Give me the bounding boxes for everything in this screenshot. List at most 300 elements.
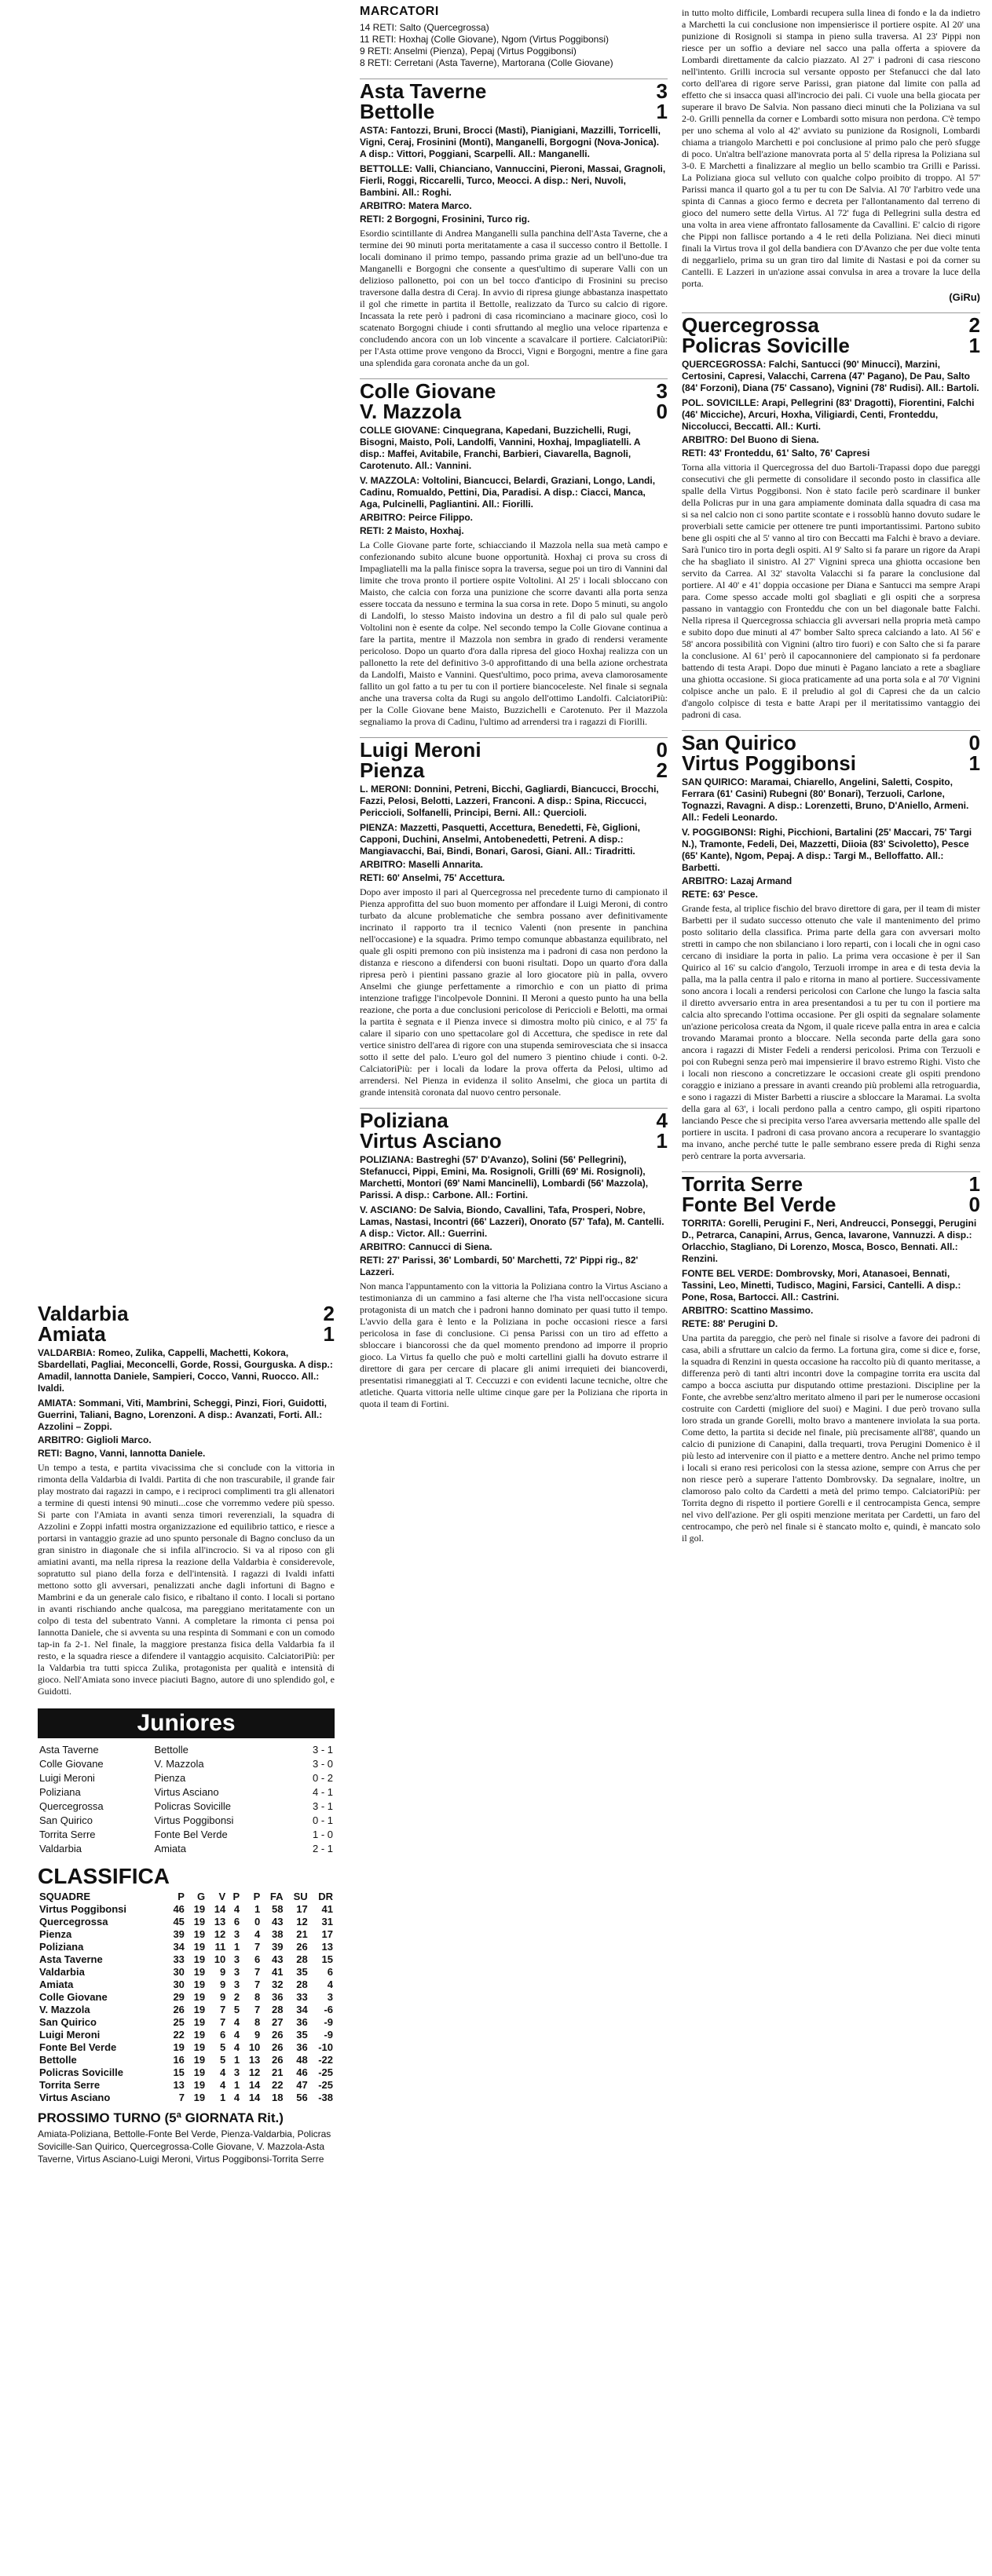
standings-row [38, 2054, 335, 2066]
standings-cell: 8 [254, 2016, 261, 2028]
match-report-text: La Colle Giovane parte forte, schiacciando il Mazzola nella sua metà campo e confezionando subito alcune buone opportunità. Hoxhaj ci prova su cross di Impagliatelli ma la palla finisce sopra la traversa, segue poi un tiro di Vannini dal limite che trova pronto il portiere ospite Voltolini. Al 25' i locali sbloccano con Maisto, che calcia con forza una punizione che scorre davanti alla porta senza essere toccata da nessuno e termina la sua corsa in rete. Dopo 5 minuti, su angolo di Landolfi, lo stesso Maisto indovina un destro a fil di palo sul quale però Voltolini non è esente da colpe. Nel secondo tempo la Colle Giovane continua a fare la partita, mentre il Mazzola non sembra in grado di rendersi veramente pericoloso. Dopo un quarto d'ora dalla ripresa del gioco Hoxhaj realizza con un pallonetto la rete del definitivo 3-0 approfittando di una bella azione orchestrata da Landolfi, Maisto e Vannini. Quest'ultimo, poco prima, aveva clamorosamente fallito un gol fatto a tu per tu con il portiere biancoceleste. Nel finale si segnala anche una traversa colta da Rugi su angolo dell'ottimo Landolfi. CalciatoriPiù: per la Colle Giovane bene Maisto, Buzzichelli e Carotenuto. Per il Mazzola segnaliamo la prova di Cadinu, l'ultimo ad arrendersi tra i ragazzi di Fiorilli. [360, 539, 668, 727]
match-reports-right [682, 312, 980, 1544]
standings-cell: 7 [254, 1941, 261, 1953]
lineup-away: POL. SOVICILLE: Arapi, Pellegrini (83' Dragotti), Fiorentini, Falchi (46' Micciche), Arcuri, Hoxha, Viligiardi, Centi, Fronteddu, Niccolucci, Beccatti. All.: Kurti. [682, 397, 975, 432]
team-score: 2 [968, 313, 980, 337]
standings-cell: Virtus Poggibonsi [39, 1903, 126, 1915]
goals-line: RETE: 88' Perugini D. [682, 1318, 778, 1329]
standings-cell: 4 [233, 2016, 240, 2028]
goals-line: RETI: 27' Parissi, 36' Lombardi, 50' Marchetti, 72' Pippi rig., 82' Lazzeri. [360, 1255, 639, 1277]
standings-cell: 1 [233, 2054, 240, 2066]
result-home: Asta Taverne [39, 1744, 99, 1756]
standings-cell: 14 [248, 2079, 261, 2091]
standings-cell: Colle Giovane [39, 1991, 108, 2003]
standings-cell: 4 [233, 2029, 240, 2041]
team-row-away [38, 1324, 335, 1344]
team-name: Policras Sovicille [682, 334, 850, 357]
standings-header-cell: SU [293, 1891, 308, 1902]
result-home: Colle Giovane [39, 1758, 104, 1770]
scorers-box [360, 5, 668, 69]
standings-cell: 19 [193, 1916, 206, 1927]
standings-cell: 19 [193, 2004, 206, 2015]
standings-cell: 4 [233, 2092, 240, 2103]
standings-cell: 21 [272, 2066, 284, 2078]
standings-cell: 13 [321, 1941, 333, 1953]
standings-header-cell: V [218, 1891, 226, 1902]
standings-cell: Bettolle [39, 2054, 77, 2066]
standings-cell: 7 [254, 2004, 261, 2015]
standings-cell: 19 [193, 1903, 206, 1915]
result-row [38, 1842, 335, 1856]
standings-cell: 28 [272, 2004, 284, 2015]
lineup-away: FONTE BEL VERDE: Dombrovsky, Mori, Atanasoei, Bennati, Tassini, Leo, Minetti, Tudisco, Magini, Farsici, Cantelli. A disp.: Pone, Rosa, Bartocci. All.: Castrini. [682, 1268, 961, 1303]
standings-cell: 3 [327, 1991, 333, 2003]
standings-cell: 46 [173, 1903, 185, 1915]
result-home: Valdarbia [39, 1843, 82, 1854]
scorers-label: MARCATORI [360, 5, 439, 18]
team-row-away [360, 760, 668, 780]
standings-cell: 19 [193, 2029, 206, 2041]
standings-cell: 19 [173, 2041, 185, 2053]
standings-cell: 19 [193, 2041, 206, 2053]
team-row-home [682, 1174, 980, 1194]
standings-cell: 7 [219, 2016, 226, 2028]
team-row-home [360, 81, 668, 101]
standings-cell: 19 [193, 1979, 206, 1990]
team-row-away [360, 401, 668, 422]
goals-line: RETI: 60' Anselmi, 75' Accettura. [360, 872, 505, 883]
standings-cell: 4 [233, 1903, 240, 1915]
match-report-text: Grande festa, al triplice fischio del bravo direttore di gara, per il team di mister Barbetti per il sudato successo ottenuto che vale il mantenimento del primo posto solitario della classifica. Prima parte della gara con avversari molto stretti in campo che non sbilanciano i loro reparti, con i locali che in ogni caso cercano di insidiare la porta in palio. La prima vera occasione è per il San Quirico al 16' su calcio d'angolo, Terzuoli irrompe in area e di testa devia la palla, ma la palla centra il palo e ritorna in mano al portiere. Successivamente sono ancora i locali a rendersi pericolosi con Carlone che lungo la fascia salta il diretto avversario entra in area presentandosi a tu per tu con il portiere ma calcia alto sprecando l'ottima occasione. Per gli ospiti da segnalare solamente un'azione pericolosa creata da Ngom, il quale riceve palla entra in area e calcia trovando Maramai pronto a bloccare. Nella seconda parte della gara sono ancora i ragazzi di Mister Fedeli a rendersi pericolosi. Prima con Terzuoli e poi con Rubegni senza però mai impensierire il bravo estremo Righi. Visto che i locali non riescono a concretizzare le occasioni create gli ospiti prendono coraggio e iniziano a pressare in avanti creando più problemi alla retroguardia, e sono i ragazzi di Mister Barbetti a riuscire a sbloccare la Maramai. La svolta della gara al 63', i locali perdono palla a centro campo, gli ospiti ripartono lanciando Pesce che si precipita verso l'area avversaria mettendo alle spalle del portiere in uscita. I padroni di casa provano ancora a recuperare lo svantaggio ma invano, anche perché tutte le palle sembrano essere preda di Righi senza però centrare la porta avversaria. [682, 903, 980, 1161]
referee-line: ARBITRO: Cannucci di Siena. [360, 1241, 492, 1252]
standings-cell: 3 [233, 1966, 240, 1978]
standings-cell: 33 [173, 1953, 185, 1965]
standings-cell: 6 [254, 1953, 261, 1965]
result-home: Luigi Meroni [39, 1772, 95, 1784]
standings-cell: Torrita Serre [39, 2079, 101, 2091]
scorer-line: 14 RETI: Salto (Quercegrossa) [360, 22, 489, 33]
team-score: 1 [968, 334, 980, 357]
standings-cell: 0 [254, 1916, 261, 1927]
referee-line: ARBITRO: Scattino Massimo. [682, 1305, 814, 1316]
standings-cell: 26 [272, 2041, 284, 2053]
standings-cell: 1 [233, 2079, 240, 2091]
standings-cell: 39 [272, 1941, 284, 1953]
standings-cell: -25 [318, 2066, 333, 2078]
standings-cell: 14 [248, 2092, 261, 2103]
standings-cell: 29 [173, 1991, 185, 2003]
standings-cell: 13 [214, 1916, 226, 1927]
standings-cell: 13 [248, 2054, 261, 2066]
match-report [682, 730, 980, 1162]
standings-cell: 9 [254, 2029, 261, 2041]
standings-cell: Virtus Asciano [39, 2092, 111, 2103]
standings-cell: -10 [318, 2041, 333, 2053]
referee-line: ARBITRO: Lazaj Armand [682, 875, 793, 886]
standings-cell: 35 [296, 1966, 308, 1978]
juniores-banner: Juniores [38, 1708, 335, 1738]
standings-cell: 12 [214, 1928, 226, 1940]
standings-cell: 19 [193, 1966, 206, 1978]
team-score: 1 [656, 1129, 668, 1153]
standings-header-cell: SQUADRE [39, 1891, 91, 1902]
team-score: 3 [656, 379, 668, 403]
standings-cell: 7 [254, 1966, 261, 1978]
match-reports-middle [360, 79, 668, 1410]
standings-cell: 27 [272, 2016, 284, 2028]
match-report-text: Una partita da pareggio, che però nel finale si risolve a favore dei padroni di casa, abili a sfruttare un calcio da fermo. La fortuna gira, come si dice e, forse, la squadra di Renzini in questa occasione ha raccolto più di quanto meritasse, a differenza però di tanti altri incontri dove la compagine torrita era uscita dal campo a bocca asciutta pur disputando ottime prestazioni. Discipline per la Fonte, che avrebbe senz'altro meritato almeno il pari per le numerose occasioni costruite con Cardetti (migliore del suoi) e Magini. I due però trovano sulla loro strada un grande Gorelli, molto bravo a mantenere inviolata la sua porta. Come detto, la partita si decide nel finale, più precisamente all'88', quando un calcio di punizione di Canapini, dalla trequarti, trova Perugini Domenico è il più lesto ad intervenire con il piatto e a mettere dentro. Anche nel primo tempo i locali si erano resi pericolosi con la stessa azione, sempre con Arrus che per non riesce però a superare l'attento Dombrovsky. Da segnalare, inoltre, un clamoroso palo colto da Cardetti a metà del primo tempo. CalciatoriPiù: per Torrita degno di rispetto il portiere Gorelli e il centrocampista Genca, sempre nel vivo dell'azione. Per gli ospiti menzione meritata per Cardetti, un faro del centrocampo, che però nel finale si è stancato molto e, quindi, è mancato solo il gol. [682, 1332, 981, 1544]
standings-cell: 35 [296, 2029, 308, 2041]
lineup-away: V. MAZZOLA: Voltolini, Biancucci, Belardi, Graziani, Longo, Landi, Cadinu, Romualdo, Pettini, Dia, Paradisi. A disp.: Ciacci, Manca, Aga, Pulcinelli, Pagliantini. All.: Fiorilli. [360, 475, 656, 510]
standings-cell: 4 [254, 1928, 261, 1940]
standings-cell: 19 [193, 2054, 206, 2066]
match-report [360, 737, 668, 1098]
team-name: Quercegrossa [682, 313, 819, 337]
standings-row [38, 1928, 335, 1941]
lineup-home: SAN QUIRICO: Maramai, Chiarello, Angelini, Saletti, Cospito, Ferrara (61' Casini) Rubegni (80' Bonari), Terzuoli, Carlone, Tognazzi, Ravagni. A disp.: Lorenzetti, Bruno, D'Aniello, Armeni. All.: Fedeli Leonardo. [682, 776, 969, 823]
standings-cell: 28 [296, 1953, 308, 1965]
team-score: 3 [656, 79, 668, 103]
standings-cell: 3 [233, 1928, 240, 1940]
standings-row [38, 1979, 335, 1991]
results-table [38, 1743, 335, 1856]
standings-cell: 26 [296, 1941, 308, 1953]
standings-cell: 8 [254, 1991, 261, 2003]
match-report-text: Torna alla vittoria il Quercegrossa del duo Bartoli-Trapassi dopo due pareggi consecutivi che gli permette di consolidare il secondo posto in classifica alle spalle della Virtus Poggibonsi. Non è stato facile però scardinare il bunker della Policras pur in una gara ampiamente dominata dalla squadra di casa ma si sa nel calcio non ci sono partite scontate e i rossoblù hanno dovuto sudare le proverbiali sette camicie per ottenere tre punti importantissimi. Partono subito bene gli ospiti che al 5' vanno al tiro con Beccatti ma Falchi è bravo a deviare. Sarà l'unico tiro in porta degli ospiti. Al 9' Salto si fa parare un rigore da Arapi che ha sbagliato il sinistro. Al 27' Vignini spreca una ghiotta occasione ben servito da Carrea. Al 32' stavolta Valacchi si fa parare la conclusione dal portiere. Al 40' e 41' doppia occasione per Diana e Santucci ma sempre Arapi para. Come spesso accade molti gol sbagliati e gli ospiti che a sorpresa passano in vantaggio con Fronteddu che con un bel diagonale batte Falchi. Nella ripresa il Quercegrossa schiaccia gli avversari nella propria metà campo e subito dopo due minuti al 47' bomber Salto spreca calciando a lato. Al 56' e 58' ancora possibilità con Vignini (altro tiro fuori) e con Salto che si fa parare la conclusione. Al 61' però il capocannoniere del campionato si fa perdonare battendo di testa Arapi. Dopo due minuti è Pagano lanciato a rete a sbagliare una ghiotta occasione. Si gioca praticamente ad una porta sola e al 70' Vignini colpisce anche un palo. E il preludio al gol di Capresi che da un calcio d'angolo colpisce di testa e batte Arapi per il meritatissimo vantaggio dei padroni di casa. [682, 462, 980, 720]
standings-header-cell: P [232, 1891, 240, 1902]
standings-row [38, 2079, 335, 2092]
standings-cell: 47 [296, 2079, 308, 2091]
standings-cell: Luigi Meroni [39, 2029, 101, 2041]
team-name: Pienza [360, 758, 425, 782]
standings-cell: 6 [219, 2029, 226, 2041]
team-row-home [360, 740, 668, 760]
team-row-home [360, 381, 668, 401]
standings-cell: 7 [219, 2004, 226, 2015]
next-round-title: PROSSIMO TURNO (5ª GIORNATA Rit.) [38, 2110, 284, 2125]
team-name: Virtus Poggibonsi [682, 751, 856, 775]
standings-cell: Policras Sovicille [39, 2066, 123, 2078]
standings-cell: 19 [193, 2092, 206, 2103]
standings-cell: 28 [296, 1979, 308, 1990]
standings-cell: 48 [296, 2054, 308, 2066]
team-score: 1 [656, 100, 668, 123]
scorer-line: 9 RETI: Anselmi (Pienza), Pepaj (Virtus Poggibonsi) [360, 46, 577, 57]
standings-cell: 15 [173, 2066, 185, 2078]
lineup-home: TORRITA: Gorelli, Perugini F., Neri, Andreucci, Ponseggi, Perugini D., Petrarca, Canapini, Arrus, Genca, Iavarone, Vannuzzi. A disp.: Orlacchio, Stagliano, Di Lorenzo, Mosca, Bosco, Bennati. All.: Renzini. [682, 1218, 977, 1264]
standings-header-cell: G [196, 1891, 206, 1902]
standings-cell: 3 [233, 2066, 240, 2078]
team-score: 0 [656, 738, 668, 762]
standings-row [38, 1953, 335, 1966]
match-report-text: Dopo aver imposto il pari al Quercegrossa nel precedente turno di campionato il Pienza approfitta del suo buon momento per affondare il Luigi Meroni, di contro turbato da alcune problematiche che sembra possano aver definitivamente incrinato il rapporto tra il tecnico Valenti (non presente in panchina nell'occasione) e la squadra. Primo tempo comunque abbastanza equilibrato, nel quale gli ospiti premono con più insistenza ma i padroni di casa non perdono la distanza e riescono a difendersi con buoni risultati. Dopo un quarto d'ora dalla ripresa però i pientini passano grazie al loro giocatore più in palla, ovvero Anselmi che giunge perfettamente a rimorchio e con un piatto di prima intenzione trafigge l'incolpevole Donnini. Il Meroni a questo punto ha una bella reazione, che porta a due conclusioni pericolose di Periccioli e Belotti, ma ormai la partita è segnata e il Pienza invece si dimostra molto più cinico, e al 75' fa calare il sipario con uno spettacolare gol di Accettura, che spedisce in rete dal vertice sinistro dell'area di rigore con una stupenda semirovesciata che si insacca sotto il sette del palo. L'euro gol del numero 3 pientino chiude i conti. 0-2. CalciatoriPiù: per i locali da lodare la prova offerta da Pelosi, ultimo ad arrendersi. Nel Pienza in evidenza il solito Anselmi, che gioca un partita di grande intensità coronata dal nuovo centro personale. [360, 886, 668, 1098]
match-report-valdarbia-amiata [38, 1303, 335, 1697]
result-away: Fonte Bel Verde [154, 1829, 228, 1840]
team-name: Torrita Serre [682, 1172, 803, 1196]
referee-line: ARBITRO: Giglioli Marco. [38, 1434, 152, 1445]
lineup-away: V. ASCIANO: De Salvia, Biondo, Cavallini, Tafa, Prosperi, Nobre, Lamas, Nastasi, Incontri (66' Lazzeri), Onorato (57' Tafa), M. Cantelli. A disp.: Victor. All.: Guerrini. [360, 1204, 664, 1239]
result-away: Amiata [154, 1843, 186, 1854]
author-signature: (GiRu) [949, 291, 980, 303]
result-away: Virtus Asciano [154, 1786, 219, 1798]
standings-cell: 19 [193, 2016, 206, 2028]
standings-cell: Quercegrossa [39, 1916, 108, 1927]
standings-cell: 19 [193, 1953, 206, 1965]
team-row-away [682, 335, 980, 356]
standings-row [38, 2066, 335, 2079]
referee-line: ARBITRO: Peirce Filippo. [360, 512, 474, 523]
standings-cell: 36 [272, 1991, 284, 2003]
standings-cell: 16 [173, 2054, 185, 2066]
next-round-fixtures: Amiata-Poliziana, Bettolle-Fonte Bel Verde, Pienza-Valdarbia, Policras Sovicille-San Quirico, Quercegrossa-Colle Giovane, V. Mazzola-Asta Taverne, Virtus Asciano-Luigi Meroni, Virtus Poggibonsi-Torrita Serre [38, 2128, 331, 2165]
standings-cell: 6 [327, 1966, 333, 1978]
standings-cell: 30 [173, 1966, 185, 1978]
result-away: V. Mazzola [154, 1758, 204, 1770]
result-score: 3 - 1 [312, 1744, 333, 1756]
result-row [38, 1785, 335, 1800]
standings-cell: Fonte Bel Verde [39, 2041, 117, 2053]
team-score: 1 [968, 751, 980, 775]
standings-cell: 58 [272, 1903, 284, 1915]
result-row [38, 1800, 335, 1814]
standings-cell: 41 [321, 1903, 333, 1915]
scorer-line: 8 RETI: Cerretani (Asta Taverne), Martorana (Colle Giovane) [360, 57, 613, 68]
goals-line: RETI: 43' Fronteddu, 61' Salto, 76' Capresi [682, 448, 870, 459]
standings-header-row [38, 1891, 335, 1903]
standings-cell: 1 [219, 2092, 226, 2103]
standings-cell: 25 [173, 2016, 185, 2028]
standings-cell: 7 [178, 2092, 185, 2103]
team-row-away [360, 1131, 668, 1151]
result-away: Pienza [154, 1772, 186, 1784]
standings-cell: 4 [219, 2079, 226, 2091]
standings-cell: 19 [193, 2079, 206, 2091]
team-score: 2 [323, 1302, 335, 1325]
standings-header-cell: FA [269, 1891, 284, 1902]
standings-cell: 9 [219, 1979, 226, 1990]
standings-cell: 31 [321, 1916, 333, 1927]
standings-cell: 43 [272, 1953, 284, 1965]
team-name: Luigi Meroni [360, 738, 481, 762]
team-score: 0 [968, 731, 980, 755]
standings-table [38, 1891, 335, 2104]
result-row [38, 1828, 335, 1842]
result-row [38, 1743, 335, 1757]
standings-cell: 7 [254, 1979, 261, 1990]
standings-cell: 19 [193, 2066, 206, 2078]
standings-row [38, 2004, 335, 2016]
result-home: Torrita Serre [39, 1829, 96, 1840]
lineup-home: COLLE GIOVANE: Cinquegrana, Kapedani, Buzzichelli, Rugi, Bisogni, Maisto, Poli, Landolfi, Vannini, Hoxhaj, Impagliatelli. A disp.: Maffei, Avitabile, Franchi, Barbieri, Ciavarella, Bagnoli, Carotenuto. All.: Vannini. [360, 425, 641, 471]
standings-cell: 32 [272, 1979, 284, 1990]
team-name: Colle Giovane [360, 379, 496, 403]
standings-cell: V. Mazzola [39, 2004, 90, 2015]
result-home: Poliziana [39, 1786, 81, 1798]
standings-cell: 10 [248, 2041, 261, 2053]
result-row [38, 1757, 335, 1771]
standings-cell: 30 [173, 1979, 185, 1990]
match-report [682, 1171, 980, 1544]
lineup-away: V. POGGIBONSI: Righi, Picchioni, Bartalini (25' Maccari, 75' Targi N.), Tramonte, Fedeli, Dei, Mazzetti, Diioia (83' Scivoletto), Pesce (65' Kante), Ngom, Pepaj. A disp.: Targi M., Belloffatto. All.: Barbetti. [682, 827, 972, 873]
standings-cell: 33 [296, 1991, 308, 2003]
standings-header-cell: P [253, 1891, 261, 1902]
team-row-home [38, 1303, 335, 1324]
match-report-text: Non manca l'appuntamento con la vittoria la Poliziana contro la Virtus Asciano a testimonianza di un cammino a fasi alterne che l'ha vista nell'occasione sicura protagonista di un match che i padroni hanno dominato per quasi tutto il tempo. L'avvio della gara è lento e la Poliziana in poche occasioni riesce a farsi pericolosa in fase di conclusione. Ci pensa Parissi con un tiro ad effetto a sbloccare i biancorossi che da quel momento prendono ad imporre il proprio gioco. La Virtus fa quello che può e molti cartellini gialli ha dovuto estrarre il direttore di gara per cercare di placare gli animi irrequieti dei biancoverdi, presentatisi rimaneggiati al T. Ceccuzzi e con evidenti lacune tecniche, oltre che atletiche. Quarta vittoria nelle ultime cinque gare per la Poliziana che riporta in quota il team di Fortini. [360, 1281, 668, 1409]
standings-cell: 56 [296, 2092, 308, 2103]
standings-row [38, 2092, 335, 2104]
result-home: Quercegrossa [39, 1800, 104, 1812]
poliziana-report-continued: in tutto molto difficile, Lombardi recupera sulla linea di fondo e la da indietro a Marchetti la cui conclusione non impensierisce il portiere ospite. Al 20' una punizione di Rosignoli si stampa in pieno sulla traversa. Al 23' Pippi non riesce per un soffio a deviare nel sacco una palla offerta a spiovere da Lombardi direttamente da calcio piazzato. Al 27' i padroni di casa riescono nell'intento. Grilli incrocia sul versante opposto per Stefanucci che dal lato corto dell'area di rigore serve Parissi, gran piatone dal limite con palla ad effetto che si insacca quasi all'incrocio dei pali. Ci vuole una bella giocata per superare il bravo De Salvia. Non passano dieci minuti che la Poliziana va sul 2-0. Grilli pennella da corner e Lombardi sotto misura non perdona. C'è tempo per uno schema al volo al 42' avviato su punizione da Rosignoli, Lombardi chiama a triangolo Marchetti e poi conclusione al primo palo che però sfugge di poco. Un'altra bell'azione manovrata porta al 5' della ripresa la Poliziana sul 3-0. E Marchetti a finalizzare al meglio un bello scambio tra Grilli e Parissi. La Poliziana gioca sul velluto con qualche colpo proibito di troppo. Al 57' Parissi manca il quarto gol a tu per tu con De Salvia. Al 70' l'arbitro vede una spinta di Cannas a gioco fermo e decreta per l'allontanamento dal terreno di gioco del numero sette della Virtus. Al 72' fuga di Pellegrini sulla destra ed una volta in area viene affrontato fallosamente da Cavallini. E' calcio di rigore che Pippi non fallisce portando a 4 le reti della Poliziana. Nei dieci minuti finali la Virtus trova il gol della bandiera con D'Avanzo che per due volte tenta di neggarlielo, prima su un gran tiro dal limite di Nastasi e poi da corner su Cantelli. E Lazzeri in un'azione assai convulsa in area a trovare la luce della porta. [682, 7, 980, 289]
team-name: V. Mazzola [360, 400, 462, 423]
match-report [682, 312, 980, 721]
standings-cell: 17 [296, 1903, 308, 1915]
standings-cell: 36 [296, 2016, 308, 2028]
result-away: Virtus Poggibonsi [154, 1814, 234, 1826]
column-right [682, 5, 980, 1544]
lineup-away: AMIATA: Sommani, Viti, Mambrini, Scheggi, Pinzi, Fiori, Guidotti, Guerrini, Taliani, Bagno, Lorenzoni. A disp.: Avanzati, Forti. All.: Azzolini – Zoppi. [38, 1398, 328, 1432]
standings-cell: 34 [173, 1941, 185, 1953]
standings-cell: 3 [233, 1953, 240, 1965]
standings-row [38, 1916, 335, 1928]
result-score: 0 - 2 [312, 1772, 333, 1784]
result-row [38, 1814, 335, 1828]
lineup-away: BETTOLLE: Valli, Chianciano, Vannuccini, Pieroni, Massai, Gragnoli, Fierli, Roggi, Riccarelli, Turco, Meocci. A disp.: Neri, Nuvoli, Bambini. All.: Roghi. [360, 163, 666, 198]
team-row-away [360, 101, 668, 122]
team-name: Poliziana [360, 1109, 448, 1132]
standings-cell: 36 [296, 2041, 308, 2053]
standings-cell: -25 [318, 2079, 333, 2091]
standings-cell: Valdarbia [39, 1966, 85, 1978]
standings-cell: 3 [233, 1979, 240, 1990]
standings-cell: 38 [272, 1928, 284, 1940]
standings-cell: 41 [272, 1966, 284, 1978]
standings-cell: 5 [233, 2004, 240, 2015]
team-score: 4 [656, 1109, 668, 1132]
referee-line: ARBITRO: Matera Marco. [360, 200, 472, 211]
team-row-away [682, 753, 980, 773]
scorer-line: 11 RETI: Hoxhaj (Colle Giovane), Ngom (Virtus Poggibonsi) [360, 34, 609, 45]
standings-cell: 9 [219, 1966, 226, 1978]
lineup-away: PIENZA: Mazzetti, Pasquetti, Accettura, Benedetti, Fè, Giglioni, Capponi, Duchini, Anselmi, Antobenedetti, Petreni. A disp.: Mangiavacchi, Bai, Bindi, Bonari, Garosi, Giani. All.: Tiradritti. [360, 822, 640, 857]
match-report [360, 1108, 668, 1410]
team-score: 1 [968, 1172, 980, 1196]
standings-cell: 19 [193, 1991, 206, 2003]
match-report [360, 79, 668, 369]
team-name: Virtus Asciano [360, 1129, 502, 1153]
result-home: San Quirico [39, 1814, 93, 1826]
standings-cell: 39 [173, 1928, 185, 1940]
result-score: 3 - 0 [312, 1758, 333, 1770]
standings-cell: 15 [321, 1953, 333, 1965]
standings-row [38, 2029, 335, 2041]
team-name: Amiata [38, 1322, 106, 1346]
standings-cell: Pienza [39, 1928, 72, 1940]
standings-row [38, 1966, 335, 1979]
team-row-away [682, 1194, 980, 1215]
standings-cell: 12 [248, 2066, 261, 2078]
standings-cell: 22 [272, 2079, 284, 2091]
result-row [38, 1771, 335, 1785]
standings-cell: 22 [173, 2029, 185, 2041]
standings-cell: 21 [296, 1928, 308, 1940]
standings-cell: 45 [173, 1916, 185, 1927]
team-name: Asta Taverne [360, 79, 487, 103]
standings-cell: 5 [219, 2054, 226, 2066]
standings-cell: 9 [219, 1991, 226, 2003]
team-name: Fonte Bel Verde [682, 1193, 836, 1216]
standings-cell: 19 [193, 1941, 206, 1953]
lineup-home: VALDARBIA: Romeo, Zulika, Cappelli, Machetti, Kokora, Sbardellati, Pagliai, Meconcelli, Gorde, Rossi, Gourguska. A disp.: Amadil, Iannotta Daniele, Sampieri, Cocco, Vanni, Ruocco. All.: Ivaldi. [38, 1347, 333, 1394]
standings-cell: 10 [214, 1953, 226, 1965]
team-score: 1 [323, 1322, 335, 1346]
match-report [360, 378, 668, 728]
standings-cell: 19 [193, 1928, 206, 1940]
standings-cell: San Quirico [39, 2016, 97, 2028]
standings-cell: 43 [272, 1916, 284, 1927]
standings-cell: -38 [318, 2092, 333, 2103]
lineup-home: QUERCEGROSSA: Falchi, Santucci (90' Minucci), Marzini, Certosini, Capresi, Valacchi, Carrena (47' Pagano), De Pau, Salto (84' Forzoni), Diana (75' Cassano), Vignini (78' Rudisi). All.: Bartoli. [682, 359, 979, 393]
standings-cell: -22 [318, 2054, 333, 2066]
team-name: Bettolle [360, 100, 435, 123]
standings-cell: 4 [219, 2066, 226, 2078]
standings-cell: Amiata [39, 1979, 74, 1990]
result-away: Policras Sovicille [154, 1800, 232, 1812]
match-report-text: Un tempo a testa, e partita vivacissima che si conclude con la vittoria in rimonta della Valdarbia di Ivaldi. Partita di che non trascurabile, il grande fair play mostrato dai ragazzi in campo, e i reciproci complimenti tra gli allenatori a termine di questi intensi 90 minuti...cose che vorremmo vedere più spesso. Si parte con l'Amiata in avanti senza timori reverenziali, la squadra di Azzolini e Zoppi infatti mostra organizzazione ed equilibrio tattico, e riesce a portarsi in vantaggio grazie ad uno spunto personale di Bagno concluso da un gran sinistro in diagonale che si infila all'incrocio. Si va al riposo con gli amiatini avanti, ma nella ripresa la reazione della Valdarbia è considerevole, sopratutto sul piano della forza e dell'intensità. I ragazzi di Ivaldi infatti mettono sotto gli avversari, penalizzati anche dagli infortuni di Bagno e Mambrini e da un generale calo fisico, e ribaltano il conto. I locali si portano in avanti rischiando anche qualcosa, ma pareggiano meritatamente con un colpo di testa del subentrato Vanni. A completare la rimonta ci pensa poi Iannotta Daniele, che si avventa su una respinta di Sommani e con un comodo tap-in fa 2-1. Nel finale, la maggiore prestanza fisica della Valdarbia fa il resto, e la squadra riesce a difendere il vantaggio acquisito. CalciatoriPiù: per la Valdarbia tra tutti spicca Zulika, protagonista per qualità e intensità di gioco. Nell'Amiata sono invece piaciuti Bagno, autore di uno splendido gol, e Guidotti. [38, 1462, 335, 1697]
standings-cell: -9 [324, 2029, 333, 2041]
standings-cell: 46 [296, 2066, 308, 2078]
standings-row [38, 2016, 335, 2029]
standings-cell: 14 [214, 1903, 226, 1915]
team-name: Valdarbia [38, 1302, 129, 1325]
team-score: 2 [656, 758, 668, 782]
column-middle [360, 5, 668, 1410]
standings-cell: 4 [327, 1979, 333, 1990]
team-row-home [682, 733, 980, 753]
team-row-home [682, 315, 980, 335]
standings-cell: 12 [296, 1916, 308, 1927]
goals-line: RETI: 2 Maisto, Hoxhaj. [360, 525, 464, 536]
standings-row [38, 2041, 335, 2054]
standings-cell: 26 [272, 2054, 284, 2066]
standings-cell: 18 [272, 2092, 284, 2103]
result-away: Bettolle [154, 1744, 189, 1756]
standings-cell: -6 [324, 2004, 333, 2015]
standings-cell: 5 [219, 2041, 226, 2053]
standings-cell: -9 [324, 2016, 333, 2028]
standings-cell: 17 [321, 1928, 333, 1940]
result-score: 4 - 1 [312, 1786, 333, 1798]
team-score: 0 [968, 1193, 980, 1216]
goals-line: RETE: 63' Pesce. [682, 889, 758, 900]
team-score: 0 [656, 400, 668, 423]
match-report-text: Esordio scintillante di Andrea Manganelli sulla panchina dell'Asta Taverne, che a termine dei 90 minuti porta meritatamente a casa il successo contro il Bettolle. I locali dominano il primo tempo, passando prima grazie ad un bell'uno-due tra Manganelli e Borgogni che consente a quest'ultimo di superare Valli con un delizioso pallonetto, poi con un bel tocco d'anticipo di Frosinini su preciso traversone dalla destra di Ceraj. In avvio di ripresa giunge abbastanza inaspettato il gol che rimette in partita il Bettolle, realizzato da Turco su calcio di rigore. Incassata la rete però i padroni di casa ricominciano a macinare gioco, così lo scatenato Borgogni chiude i conti sfruttando al meglio una veloce ripartenza e concludendo ancora con un lob vincente a scavalcare il portiere. CalciatoriPiù: per l'Asta ottime prove vengono da Brocci, Vigni e Borgogni, mentre a fine gara una splendida gara coronata anche da un gol. [360, 228, 668, 368]
standings-cell: 6 [233, 1916, 240, 1927]
standings-cell: 4 [233, 2041, 240, 2053]
result-score: 2 - 1 [312, 1843, 333, 1854]
standings-header-cell: DR [318, 1891, 333, 1902]
standings-cell: 34 [296, 2004, 308, 2015]
lineup-home: L. MERONI: Donnini, Petreni, Bicchi, Gagliardi, Biancucci, Brocchi, Fazzi, Pelosi, Belotti, Lazzeri, Franconi. A disp.: Spina, Riccucci, Periccioli, Solfanelli, Principi, Berni. All.: Quercioli. [360, 784, 659, 818]
standings-title: CLASSIFICA [38, 1864, 170, 1888]
goals-line: RETI: 2 Borgogni, Frosinini, Turco rig. [360, 214, 530, 225]
standings-cell: 13 [173, 2079, 185, 2091]
standings-row [38, 1903, 335, 1916]
standings-cell: 11 [214, 1941, 226, 1953]
lineup-home: POLIZIANA: Bastreghi (57' D'Avanzo), Solini (56' Pellegrini), Stefanucci, Pippi, Emini, Ma. Rosignoli, Grilli (69' Mi. Rosignoli), Marchetti, Montori (69' Nami Mancinelli), Lombardi (56' Mazzola), Parissi. A disp.: Carbone. All.: Fortini. [360, 1154, 649, 1200]
standings-cell: Poliziana [39, 1941, 84, 1953]
standings-row [38, 1991, 335, 2004]
result-score: 3 - 1 [312, 1800, 333, 1812]
